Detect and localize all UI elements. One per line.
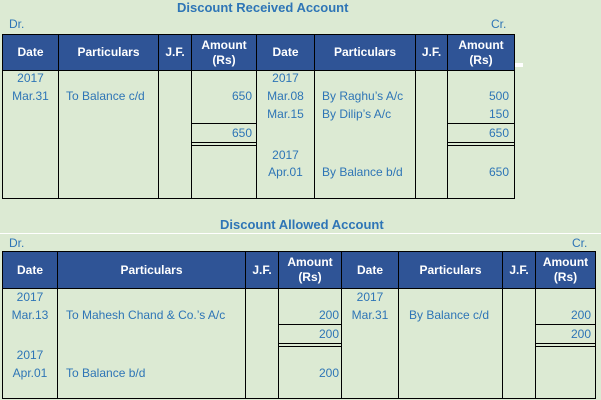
double-line [536, 346, 595, 347]
double-line [192, 142, 256, 143]
col-divider [314, 70, 315, 198]
credit-particulars: By Dilip’s A/c [322, 107, 392, 121]
allowed-account-title: Discount Allowed Account [220, 217, 384, 232]
allowed-dr-label: Dr. [9, 236, 25, 250]
credit-bd-date: Apr.01 [268, 165, 303, 179]
total-line [536, 324, 595, 325]
cell-artifact [515, 63, 523, 67]
header-jf: J.F. [503, 252, 536, 288]
header-amount: Amount (Rs) [542, 255, 589, 284]
header-date: Date [257, 35, 315, 70]
header-amount: Amount (Rs) [279, 252, 342, 288]
header-jf: J.F. [246, 252, 279, 288]
debit-bd-particulars: To Balance b/d [66, 366, 146, 380]
debit-bd-year: 2017 [16, 348, 44, 362]
debit-bd-date: Apr.01 [12, 366, 48, 380]
double-line [448, 142, 514, 143]
credit-total: 200 [570, 327, 591, 341]
debit-bd-amount: 200 [318, 366, 339, 380]
allowed-cr-label: Cr. [572, 236, 588, 250]
col-divider [58, 70, 59, 198]
header-particulars: Particulars [59, 35, 159, 70]
credit-total: 650 [488, 126, 509, 140]
credit-date: Mar.08 [267, 89, 304, 103]
credit-year: 2017 [356, 290, 384, 304]
credit-date: Mar.31 [351, 308, 389, 322]
credit-bd-year: 2017 [272, 148, 299, 162]
header-jf: J.F. [159, 35, 192, 70]
debit-year: 2017 [17, 71, 44, 85]
credit-bd-amount: 650 [488, 165, 509, 179]
credit-year: 2017 [272, 71, 299, 85]
header-particulars: Particulars [399, 252, 503, 288]
credit-date: Mar.15 [267, 107, 304, 121]
col-divider [415, 70, 416, 198]
debit-amount: 200 [318, 308, 339, 322]
debit-particulars: To Balance c/d [66, 89, 145, 103]
header-date: Date [3, 35, 59, 70]
credit-particulars: By Raghu’s A/c [322, 89, 404, 103]
received-account-title: Discount Received Account [177, 0, 349, 15]
debit-particulars: To Mahesh Chand & Co.’s A/c [66, 308, 226, 322]
separator-line [0, 233, 601, 234]
header-particulars: Particulars [315, 35, 416, 70]
allowed-body [2, 288, 596, 399]
received-body [2, 70, 515, 199]
double-line [192, 145, 256, 146]
debit-total: 200 [318, 327, 339, 341]
col-divider [502, 288, 503, 398]
total-line [192, 123, 256, 124]
total-line [448, 123, 514, 124]
double-line [536, 343, 595, 344]
credit-amount: 500 [488, 89, 509, 103]
double-line [279, 343, 341, 344]
header-amount: Amount (Rs) [458, 37, 504, 67]
allowed-header-row [2, 251, 596, 289]
received-cr-label: Cr. [491, 17, 507, 31]
credit-amount: 150 [488, 107, 509, 121]
credit-particulars: By Balance c/d [409, 308, 490, 322]
debit-year: 2017 [16, 290, 44, 304]
total-line [279, 324, 341, 325]
debit-amount: 650 [231, 89, 252, 103]
debit-date: Mar.13 [11, 308, 49, 322]
col-divider [57, 288, 58, 398]
col-divider [245, 288, 246, 398]
debit-date: Mar.31 [12, 89, 49, 103]
double-line [448, 145, 514, 146]
header-particulars: Particulars [58, 252, 246, 288]
header-jf: J.F. [416, 35, 448, 70]
double-line [279, 346, 341, 347]
received-header-row [2, 34, 515, 71]
header-date: Date [3, 252, 58, 288]
header-date: Date [342, 252, 399, 288]
debit-total: 650 [231, 126, 252, 140]
credit-bd-particulars: By Balance b/d [322, 165, 403, 179]
col-divider [398, 288, 399, 398]
credit-amount: 200 [570, 308, 591, 322]
header-amount: Amount (Rs) [192, 35, 257, 70]
col-divider [158, 70, 159, 198]
received-dr-label: Dr. [9, 17, 25, 31]
